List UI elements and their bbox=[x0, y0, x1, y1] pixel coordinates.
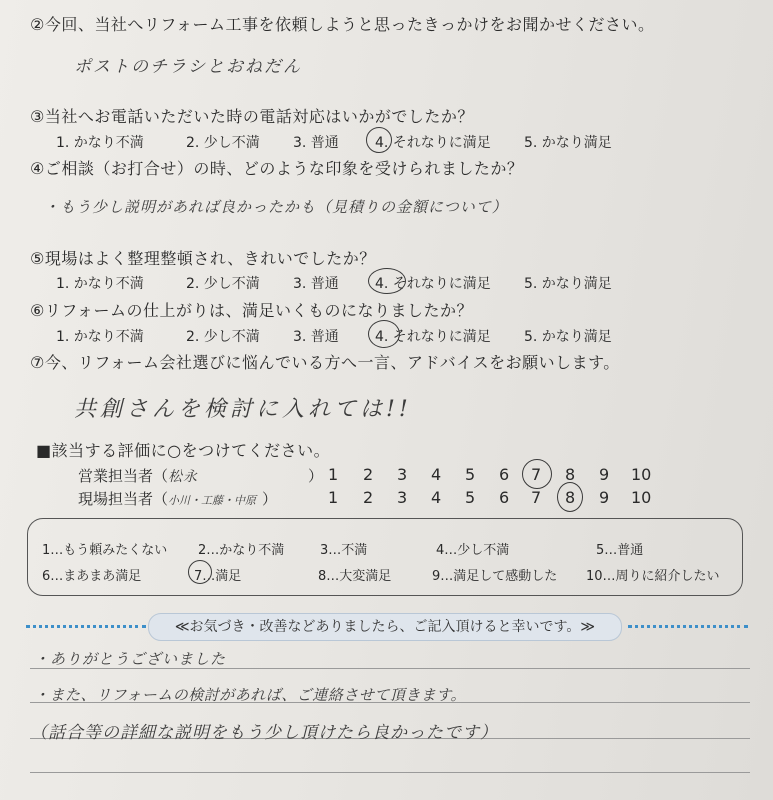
answer-4: ・もう少し説明があれば良かったかも（見積りの金額について） bbox=[44, 198, 508, 216]
legend-8: 8…大変満足 bbox=[318, 569, 392, 584]
question-3: ③当社へお電話いただいた時の電話対応はいかがでしたか？ bbox=[30, 107, 474, 126]
sales-score-4[interactable]: 4 bbox=[431, 465, 442, 484]
dotted-rule-left bbox=[26, 625, 146, 628]
rating-heading: ■該当する評価に○をつけてください。 bbox=[36, 441, 331, 460]
legend-7: 7…満足 bbox=[194, 569, 242, 584]
sales-score-8[interactable]: 8 bbox=[565, 465, 576, 484]
legend-10: 10…周りに紹介したい bbox=[586, 569, 720, 584]
q3-option-3[interactable]: 3. 普通 bbox=[293, 135, 339, 151]
legend-2: 2…かなり不満 bbox=[198, 543, 285, 558]
q5-option-1[interactable]: 1. かなり不満 bbox=[56, 276, 144, 292]
sales-score-7[interactable]: 7 bbox=[531, 465, 542, 484]
legend-4: 4…少し不満 bbox=[436, 543, 510, 558]
comment-1: ・ありがとうございました bbox=[34, 650, 227, 668]
q3-selection-circle bbox=[366, 127, 392, 153]
legend-1: 1…もう頼みたくない bbox=[42, 543, 168, 558]
q5-option-2[interactable]: 2. 少し不満 bbox=[186, 276, 260, 292]
site-score-7[interactable]: 7 bbox=[531, 488, 542, 507]
question-7: ⑦今、リフォーム会社選びに悩んでいる方へ一言、アドバイスをお願いします。 bbox=[30, 353, 620, 372]
question-5: ⑤現場はよく整理整頓され、きれいでしたか？ bbox=[30, 249, 376, 268]
rating-legend bbox=[27, 518, 743, 596]
sales-score-3[interactable]: 3 bbox=[397, 465, 408, 484]
sales-score-1[interactable]: 1 bbox=[328, 465, 339, 484]
sales-selection-circle bbox=[522, 459, 552, 489]
legend-9: 9…満足して感動した bbox=[432, 569, 558, 584]
site-score-1[interactable]: 1 bbox=[328, 488, 339, 507]
site-score-8[interactable]: 8 bbox=[565, 488, 576, 507]
q6-selection-circle bbox=[368, 320, 400, 348]
legend-3: 3…不満 bbox=[320, 543, 368, 558]
site-score-6[interactable]: 6 bbox=[499, 488, 510, 507]
answer-2: ポストのチラシとおねだん bbox=[74, 57, 302, 77]
legend-5: 5…普通 bbox=[596, 543, 644, 558]
comments-banner: ≪お気づき・改善などありましたら、ご記入頂けると幸いです。≫ bbox=[148, 613, 622, 641]
q6-option-3[interactable]: 3. 普通 bbox=[293, 329, 339, 345]
site-score-2[interactable]: 2 bbox=[363, 488, 374, 507]
q3-option-4[interactable]: 4. それなりに満足 bbox=[375, 135, 491, 151]
rating-row-site-label: 現場担当者（ bbox=[78, 490, 169, 508]
question-2: ②今回、当社へリフォーム工事を依頼しようと思ったきっかけをお聞かせください。 bbox=[30, 15, 655, 34]
sales-score-10[interactable]: 10 bbox=[631, 465, 652, 484]
question-6: ⑥リフォームの仕上がりは、満足いくものになりましたか？ bbox=[30, 301, 474, 320]
rating-row-site-name: 小川・工藤・中原 bbox=[168, 494, 257, 507]
question-4: ④ご相談（お打合せ）の時、どのような印象を受けられましたか？ bbox=[30, 159, 524, 178]
q5-option-3[interactable]: 3. 普通 bbox=[293, 276, 339, 292]
q6-option-2[interactable]: 2. 少し不満 bbox=[186, 329, 260, 345]
site-score-10[interactable]: 10 bbox=[631, 488, 652, 507]
q3-option-5[interactable]: 5. かなり満足 bbox=[524, 135, 612, 151]
rating-row-sales-name: 松永 bbox=[168, 469, 199, 485]
legend-6: 6…まあまあ満足 bbox=[42, 569, 142, 584]
answer-7: 共創さんを検討に入れては!! bbox=[74, 397, 412, 422]
rating-row-site-close: ） bbox=[262, 490, 278, 508]
rating-row-sales-close: ） bbox=[308, 467, 324, 485]
sales-score-9[interactable]: 9 bbox=[599, 465, 610, 484]
comment-2: ・また、リフォームの検討があれば、ご連絡させて頂きます。 bbox=[34, 686, 467, 704]
site-selection-circle bbox=[557, 482, 583, 512]
site-score-9[interactable]: 9 bbox=[599, 488, 610, 507]
sales-score-2[interactable]: 2 bbox=[363, 465, 374, 484]
dotted-rule-right bbox=[628, 625, 748, 628]
site-score-3[interactable]: 3 bbox=[397, 488, 408, 507]
sales-score-5[interactable]: 5 bbox=[465, 465, 476, 484]
legend-7-circle bbox=[188, 560, 212, 584]
comment-3: （話合等の詳細な説明をもう少し頂けたら良かったです） bbox=[30, 723, 498, 743]
rating-row-sales-label: 営業担当者（ bbox=[78, 467, 169, 485]
site-score-5[interactable]: 5 bbox=[465, 488, 476, 507]
rating-row-sales bbox=[78, 465, 323, 486]
sales-score-6[interactable]: 6 bbox=[499, 465, 510, 484]
comment-line-4 bbox=[30, 772, 750, 773]
rating-row-site bbox=[78, 488, 277, 509]
q5-selection-circle bbox=[368, 268, 406, 294]
site-score-4[interactable]: 4 bbox=[431, 488, 442, 507]
q5-option-5[interactable]: 5. かなり満足 bbox=[524, 276, 612, 292]
q6-option-1[interactable]: 1. かなり不満 bbox=[56, 329, 144, 345]
q3-option-2[interactable]: 2. 少し不満 bbox=[186, 135, 260, 151]
q3-option-1[interactable]: 1. かなり不満 bbox=[56, 135, 144, 151]
q6-option-5[interactable]: 5. かなり満足 bbox=[524, 329, 612, 345]
q6-option-4[interactable]: 4. それなりに満足 bbox=[375, 329, 491, 345]
q5-option-4[interactable]: 4. それなりに満足 bbox=[375, 276, 491, 292]
